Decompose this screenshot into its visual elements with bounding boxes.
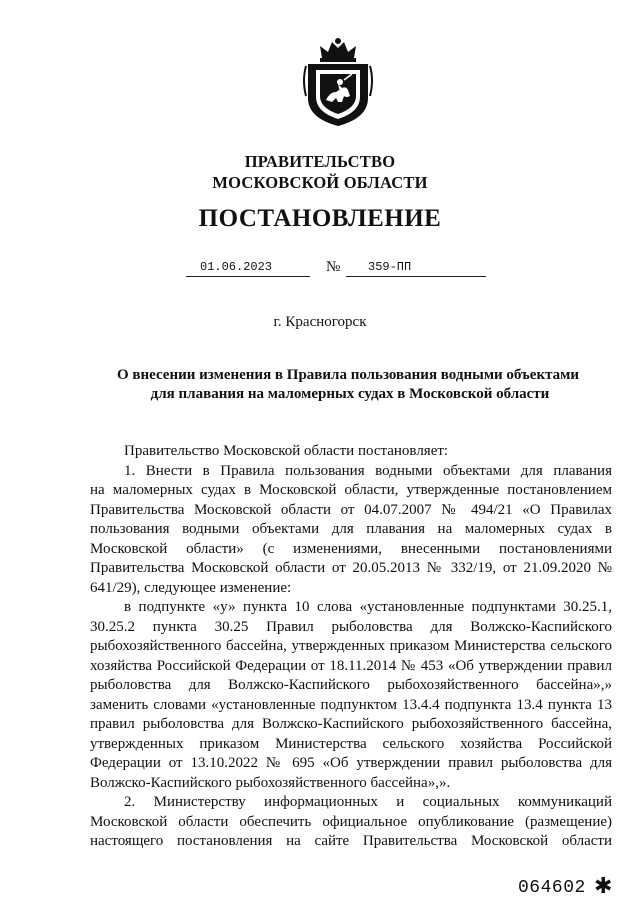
document-type: ПОСТАНОВЛЕНИЕ [198,205,442,232]
serial-number: 064602 [518,878,586,898]
paragraph-1-rest: на маломерных судах в Московской области, утвержденные постановлением Правительства Московской области от 04.07.2007 № 494/21 «О Правилах пользования водными объектами для плавания на маломерных судах в Московской области» (с изменениями, внесенными постановлениями Правительства Московской области от 20.05.2013 № 332/19, от 21.09.2020 № 641/29), следующее изменение: [90,482,612,596]
number-sign: № [326,259,341,275]
document-title-line1: О внесении изменения в Правила пользования водными объектами [116,367,580,383]
org-name-line1: ПРАВИТЕЛЬСТВО [244,152,396,171]
paragraph-3-rest: Московской области обеспечить официальное опубликование (размещение) настоящего постановления на сайте Правительства Московской области [90,813,612,849]
date-number-line [0,258,640,280]
intro-paragraph: Правительство Московской области постановляет: [124,443,449,459]
paragraph-3-first-line: 2. Министерству информационных и социальных коммуникаций [124,794,612,810]
city: г. Красногорск [273,314,367,330]
paragraph-1-first-line: 1. Внести в Правила пользования водными объектами для плавания [124,462,612,479]
document-number: 359-ПП [346,258,486,277]
document-body [90,442,612,852]
document-date: 01.06.2023 [186,258,310,277]
document-title-line2: для плавания на маломерных судах в Московской области [150,386,550,402]
paragraph-2-rest: 30.25.2 пункта 30.25 Правил рыболовства для Волжско-Каспийского рыбохозяйственного бассейна, утвержденных приказом Министерства сельского хозяйства Российской Федерации от 18.11.2014 № 453 «Об утверждении правил рыболовства для Волжско-Каспийского рыбохозяйственного бассейна»,» заменить словами «установленные подпунктом 13.4.4 подпункта 13.4 пункта 13 правил рыболовства для Волжско-Каспийского рыбохозяйственного бассейна, утвержденных приказом Министерства сельского хозяйства Российской Федерации от 13.10.2022 № 695 «Об утверждении правил рыболовства для Волжско-Каспийского рыбохозяйственного бассейна»,». [90,618,612,791]
coat-of-arms-icon [300,36,376,128]
org-name-line2: МОСКОВСКОЙ ОБЛАСТИ [212,173,428,192]
asterisk-mark-icon: ✱ [594,874,613,899]
paragraph-2-first-line: в подпункте «у» пункта 10 слова «установленные подпунктами 30.25.1, [124,599,612,615]
